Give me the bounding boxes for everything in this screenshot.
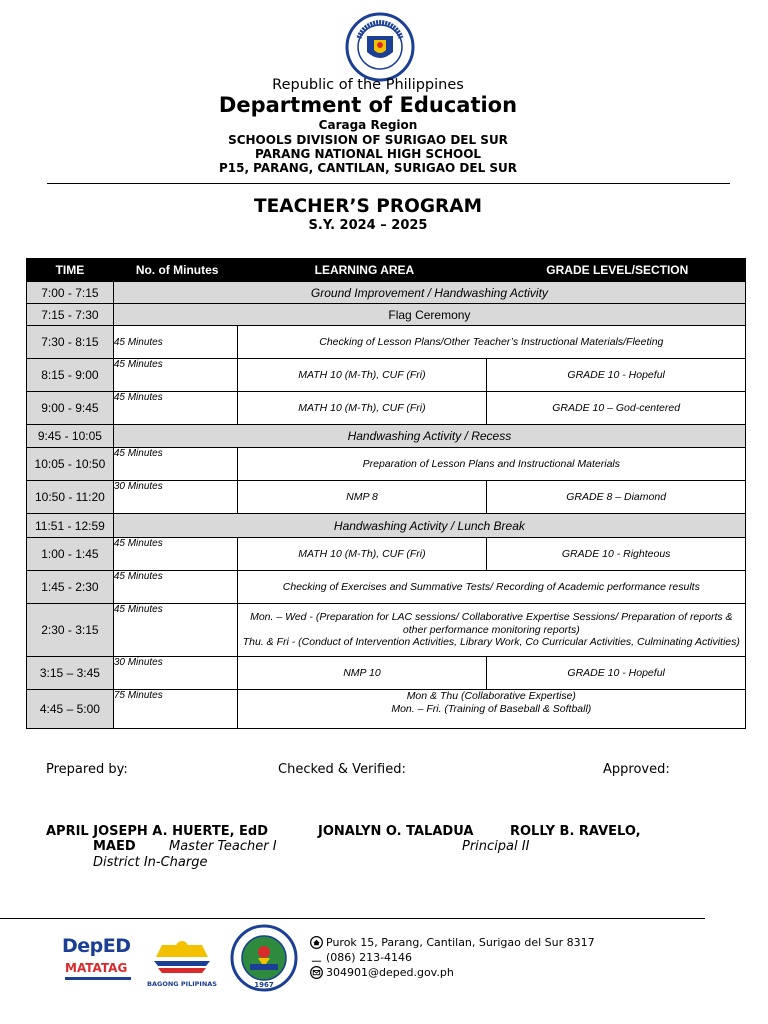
learning-area-cell: MATH 10 (M-Th), CUF (Fri) — [237, 359, 487, 392]
time-cell: 4:45 – 5:00 — [27, 690, 114, 729]
bagong-pilipinas-emblem — [146, 935, 218, 975]
republic-heading: Republic of the Philippines — [272, 77, 464, 93]
table-row — [27, 538, 746, 571]
school-seal-emblem — [230, 924, 298, 992]
footer-phone-text: (086) 213-4146 — [326, 951, 413, 964]
minutes-cell: 45 Minutes — [113, 392, 237, 425]
checked-by-name: JONALYN O. TALADUA — [318, 824, 474, 839]
school-address-heading: P15, PARANG, CANTILAN, SURIGAO DEL SUR — [218, 161, 518, 175]
department-heading: Department of Education — [218, 93, 518, 117]
area-line: Thu. & Fri - (Conduct of Intervention Activities, Library Work, Co Curricular Activities, Culminating Activities) — [242, 636, 740, 649]
activity-cell: Handwashing Activity / Lunch Break — [113, 514, 745, 538]
table-row — [27, 604, 746, 657]
time-cell: 10:05 - 10:50 — [27, 448, 114, 481]
prepared-by-degree: MAED — [93, 839, 136, 854]
time-cell: 2:30 - 3:15 — [27, 604, 114, 657]
learning-area-cell: MATH 10 (M-Th), CUF (Fri) — [237, 538, 487, 571]
time-cell: 7:00 - 7:15 — [27, 282, 114, 304]
checked-by-position: District In-Charge — [93, 855, 208, 870]
time-cell: 10:50 - 11:20 — [27, 481, 114, 514]
prepared-by-label: Prepared by: — [46, 762, 128, 777]
learning-area-cell: MATH 10 (M-Th), CUF (Fri) — [237, 392, 487, 425]
time-cell: 1:00 - 1:45 — [27, 538, 114, 571]
home-icon — [310, 936, 323, 949]
teacher-program-table — [26, 258, 746, 729]
table-row — [27, 571, 746, 604]
table-row — [27, 359, 746, 392]
footer-divider — [0, 918, 705, 919]
checked-verified-label: Checked & Verified: — [278, 762, 406, 777]
matatag-wordmark: MATATAG — [65, 961, 128, 975]
grade-section-cell: GRADE 10 – God-centered — [487, 392, 746, 425]
learning-area-cell: NMP 8 — [237, 481, 487, 514]
table-row — [27, 304, 746, 326]
column-header-grade-level: GRADE LEVEL/SECTION — [487, 259, 746, 282]
minutes-cell: 45 Minutes — [113, 326, 237, 359]
minutes-cell: 45 Minutes — [113, 448, 237, 481]
table-header-row — [27, 259, 746, 282]
footer-phone — [310, 951, 412, 964]
learning-area-cell: Checking of Lesson Plans/Other Teacher’s Instructional Materials/Fleeting — [237, 326, 745, 359]
minutes-cell: 30 Minutes — [113, 481, 237, 514]
time-cell: 11:51 - 12:59 — [27, 514, 114, 538]
deped-seal-logo — [345, 12, 415, 82]
table-row — [27, 425, 746, 448]
time-cell: 3:15 – 3:45 — [27, 657, 114, 690]
email-icon — [310, 966, 323, 979]
activity-cell: Handwashing Activity / Recess — [113, 425, 745, 448]
bagong-pilipinas-wordmark: BAGONG PILIPINAS — [147, 980, 217, 988]
learning-area-cell — [237, 690, 745, 729]
time-cell: 1:45 - 2:30 — [27, 571, 114, 604]
column-header-learning-area: LEARNING AREA — [237, 259, 487, 282]
time-cell: 7:15 - 7:30 — [27, 304, 114, 326]
minutes-cell: 45 Minutes — [113, 604, 237, 657]
approved-by-position: Principal II — [462, 839, 530, 854]
column-header-minutes: No. of Minutes — [113, 259, 237, 282]
bagong-pilipinas-logo — [146, 935, 218, 990]
school-heading: PARANG NATIONAL HIGH SCHOOL — [254, 147, 482, 161]
time-cell: 9:45 - 10:05 — [27, 425, 114, 448]
area-line: Mon & Thu (Collaborative Expertise) — [406, 690, 576, 702]
time-cell: 7:30 - 8:15 — [27, 326, 114, 359]
matatag-underline — [65, 977, 131, 980]
phone-icon — [310, 951, 323, 964]
minutes-cell: 45 Minutes — [113, 538, 237, 571]
learning-area-cell: NMP 10 — [237, 657, 487, 690]
area-line: Mon. – Wed - (Preparation for LAC sessions/ Collaborative Expertise Sessions/ Preparation of reports & other performance monitoring reports) — [250, 611, 733, 636]
prepared-by-name: APRIL JOSEPH A. HUERTE, EdD — [46, 824, 269, 839]
school-year: S.Y. 2024 – 2025 — [308, 218, 428, 233]
table-row — [27, 282, 746, 304]
table-row — [27, 326, 746, 359]
grade-section-cell: GRADE 8 – Diamond — [487, 481, 746, 514]
minutes-cell: 30 Minutes — [113, 657, 237, 690]
table-row — [27, 481, 746, 514]
table-row — [27, 657, 746, 690]
footer-address-text: Purok 15, Parang, Cantilan, Surigao del Sur 8317 — [326, 936, 595, 949]
table-row — [27, 448, 746, 481]
grade-section-cell: GRADE 10 - Hopeful — [487, 359, 746, 392]
footer-address — [310, 936, 595, 949]
table-row — [27, 392, 746, 425]
minutes-cell: 45 Minutes — [113, 359, 237, 392]
footer-email — [310, 966, 454, 979]
column-header-time: TIME — [27, 259, 114, 282]
prepared-by-position: Master Teacher I — [169, 839, 277, 854]
minutes-cell: 75 Minutes — [113, 690, 237, 729]
footer-email-text: 304901@deped.gov.ph — [326, 966, 454, 979]
minutes-cell: 45 Minutes — [113, 571, 237, 604]
grade-section-cell: GRADE 10 - Hopeful — [487, 657, 746, 690]
learning-area-cell: Preparation of Lesson Plans and Instructional Materials — [237, 448, 745, 481]
division-heading: SCHOOLS DIVISION OF SURIGAO DEL SUR — [228, 133, 508, 147]
school-seal-year: 1967 — [254, 981, 274, 989]
region-heading: Caraga Region — [318, 118, 418, 132]
page-title: TEACHER’S PROGRAM — [254, 196, 482, 217]
school-seal-logo — [230, 924, 298, 992]
table-row — [27, 690, 746, 729]
time-cell: 9:00 - 9:45 — [27, 392, 114, 425]
deped-wordmark: DepED — [62, 935, 131, 957]
deped-matatag-logo — [62, 935, 138, 990]
activity-cell: Flag Ceremony — [113, 304, 745, 326]
learning-area-cell — [237, 604, 745, 657]
approved-by-name: ROLLY B. RAVELO, — [510, 824, 641, 839]
activity-cell: Ground Improvement / Handwashing Activity — [113, 282, 745, 304]
table-row — [27, 514, 746, 538]
learning-area-cell: Checking of Exercises and Summative Tests/ Recording of Academic performance results — [237, 571, 745, 604]
time-cell: 8:15 - 9:00 — [27, 359, 114, 392]
header-divider — [47, 183, 730, 184]
area-line: Mon. – Fri. (Training of Baseball & Softball) — [391, 702, 592, 715]
grade-section-cell: GRADE 10 - Righteous — [487, 538, 746, 571]
approved-label: Approved: — [603, 762, 670, 777]
